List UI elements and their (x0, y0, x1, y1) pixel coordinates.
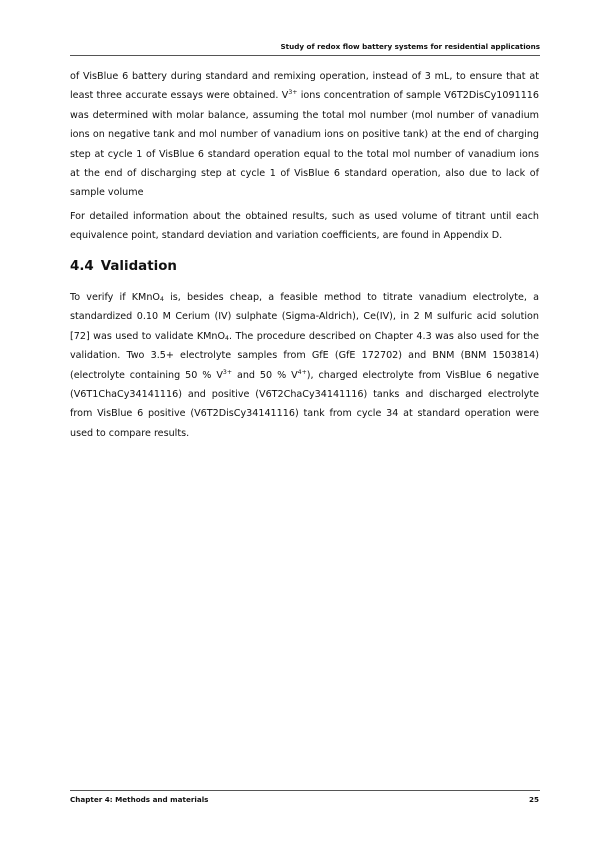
paragraph-molar-balance (70, 67, 539, 203)
running-header: Study of redox flow battery systems for residential applications (280, 42, 540, 51)
paragraph-text: is, besides cheap, a feasible method to titrate vanadium electrolyte, a standardized 0.10 M Cerium (IV) sulphate (Sigma-Aldrich), Ce(IV), in 2 M sulfuric acid solution [72] was used to validate KMnO (70, 292, 539, 342)
section-heading (70, 259, 177, 274)
page-number: 25 (528, 795, 539, 804)
superscript-charge: 4+ (297, 368, 307, 376)
paragraph-appendix-reference: For detailed information about the obtained results, such as used volume of titrant until each equivalence point, standard deviation and variation coefficients, are found in Appendix D. (70, 211, 539, 242)
paragraph-validation (70, 288, 539, 443)
footer-divider (70, 790, 540, 791)
subscript-formula: 4 (225, 334, 229, 342)
subscript-formula: 4 (159, 296, 164, 303)
section-number: 4.4 (70, 259, 94, 274)
footer-chapter: Chapter 4: Methods and materials (70, 795, 209, 804)
paragraph-text: of VisBlue 6 battery during standard and remixing operation, instead of 3 mL, to ensure that at least three accurate essays were obtained. V (70, 71, 539, 102)
paragraph-text: . The procedure described on Chapter 4.3 was also used for the validation. Two 3.5+ electrolyte samples from GfE (GfE 172702) and BNM (BNM 1503814) (electrolyte containing 50 % V (70, 330, 539, 381)
header-divider (70, 55, 540, 56)
paragraph-text: To verify if KMnO (70, 292, 160, 303)
paragraph-text: ions concentration of sample V6T2DisCy1091116 was determined with molar balance, assuming the total mol number (mol number of vanadium ions on negative tank and mol number of vanadium ions on positive tank) at the end of charging step at cycle 1 of VisBlue 6 standard operation equal to the total mol number of vanadium ions at the end of discharging step at cycle 1 of VisBlue 6 standard operation, also due to lack of sample volume (70, 90, 540, 199)
paragraph-text: ), charged electrolyte from VisBlue 6 negative (V6T1ChaCy34141116) and positive (V6T2ChaCy34141116) tanks and discharged electrolyte from VisBlue 6 positive (V6T2DisCy34141116) tank from cycle 34 at standard operation were used to compare results. (70, 369, 539, 439)
superscript-charge: 3+ (288, 89, 298, 97)
section-title: Validation (100, 259, 177, 274)
paragraph-text: and 50 % V (232, 369, 298, 381)
superscript-charge: 3+ (222, 368, 233, 376)
